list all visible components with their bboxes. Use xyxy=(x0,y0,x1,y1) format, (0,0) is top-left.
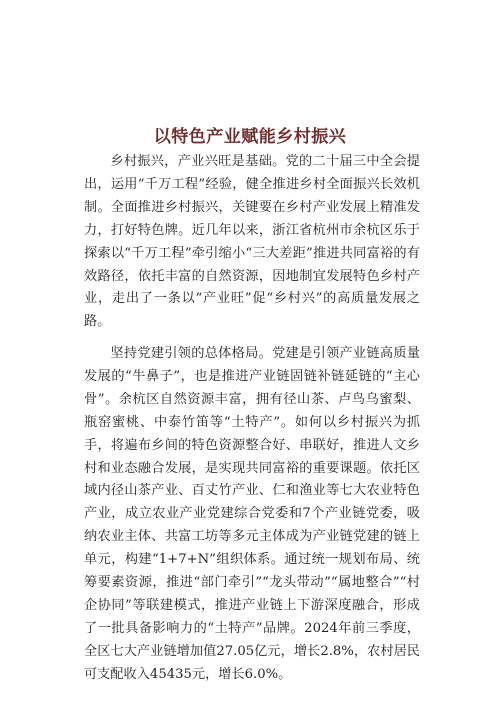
document-title: 以特色产业赋能乡村振兴 xyxy=(153,127,347,147)
paragraph-party-leadership: 坚持党建引领的总体格局。党建是引领产业链高质量发展的“牛鼻子”，也是推进产业链固链补链延链的“主心骨”。余杭区自然资源丰富，拥有径山茶、卢鸟乌蜜梨、瓶窑蜜桃、中泰竹笛等“土特产”。如何以乡村振兴为抓手，将遍布乡间的特色资源整合好、串联好，推进人文乡村和业态融合发展，是实现共同富裕的重要课题。依托区域内径山茶产业、百丈竹产业、仁和渔业等七大农业特色产业，成立农业产业党建综合党委和7个产业链党委，吸纳农业主体、共富工坊等多元主体成为产业链党建的链上单元，构建“1+7+N”组织体系。通过统一规划布局、统筹要素资源，推进“部门牵引”“龙头带动”“属地整合”“村企协同”等联建模式，推进产业链上下游深度融合，形成了一批具备影响力的“土特产”品牌。2024年前三季度，全区七大产业链增加值27.05亿元，增长2.8%，农村居民可支配收入45435元，增长6.0%。 xyxy=(84,346,420,682)
paragraph-intro: 乡村振兴，产业兴旺是基础。党的二十届三中全会提出，运用“千万工程”经验，健全推进乡村全面振兴长效机制。全面推进乡村振兴，关键要在乡村产业发展上精准发力，打好特色牌。近几年以来，浙江省杭州市余杭区乐于探索以“千万工程”牵引缩小“三大差距”推进共同富裕的有效路径，依托丰富的自然资源，因地制宜发展特色乡村产业，走出了一条以“产业旺”促“乡村兴”的高质量发展之路。 xyxy=(84,154,420,330)
